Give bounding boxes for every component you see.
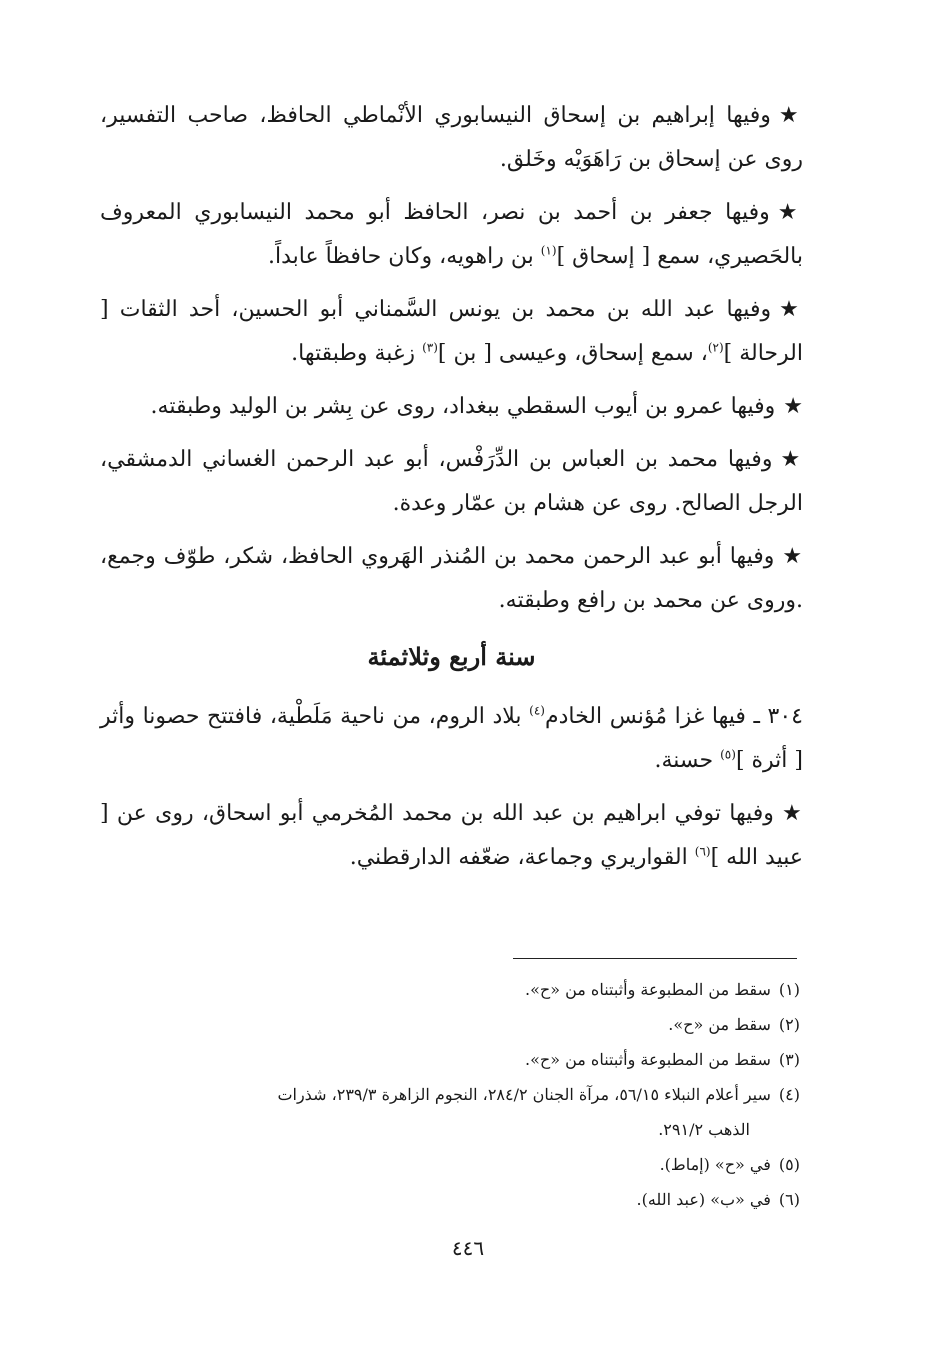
- entry-text: وفيها توفي ابراهيم بن عبد الله بن محمد المُخرمي أبو اسحاق، روى عن [ عبيد الله ]: [100, 801, 803, 870]
- entry-text: ٣٠٤ ـ فيها غزا مُؤنس الخادم: [544, 704, 803, 729]
- star-icon: ★: [779, 297, 803, 322]
- footnote-number: (٤): [778, 1085, 800, 1104]
- footnote-number: (٦): [778, 1190, 800, 1209]
- footnote-number: (٢): [778, 1015, 800, 1034]
- entry-text: وفيها عبد الله بن محمد بن يونس السَّمناني أبو الحسين، أحد الثقات [ الرحالة ]: [100, 297, 803, 366]
- entry-text: بن راهويه، وكان حافظاً عابداً.: [268, 244, 541, 269]
- entry-amr-saqati: [100, 385, 803, 429]
- star-icon: ★: [777, 200, 803, 225]
- entry-text: بلاد الروم، من ناحية مَلَطْية، فافتتح حصونا وأثر [ أثرة ]: [100, 704, 803, 773]
- entry-text: وفيها أبو عبد الرحمن محمد بن المُنذر الهَروي الحافظ، شكر، طوّف وجمع، .وروى عن محمد بن رافع وطبقته.: [100, 544, 803, 613]
- entry-harawi: [100, 535, 803, 623]
- entry-text: وفيها محمد بن العباس بن الدِّرَفْس، أبو عبد الرحمن الغساني الدمشقي، الرجل الصالح. روى عن هشام بن عمّار وعدة.: [100, 447, 803, 516]
- footnote-5: [100, 1147, 800, 1182]
- footnotes: [100, 972, 800, 1217]
- footnote-number: (٣): [778, 1050, 800, 1069]
- footnote-text: سقط من المطبوعة وأثبتناه من «ح».: [525, 980, 771, 999]
- entry-text: وفيها جعفر بن أحمد بن نصر، الحافظ أبو محمد النيسابوري المعروف بالحَصيري، سمع [ إسحاق ]: [100, 200, 803, 269]
- star-icon: ★: [778, 103, 803, 128]
- footnote-divider: [513, 958, 797, 959]
- footnote-6: [100, 1182, 800, 1217]
- footnote-text: سقط من «ح».: [668, 1015, 771, 1034]
- entry-ibrahim-anmati: [100, 94, 803, 182]
- footnote-continuation: الذهب ٢٩١/٢.: [658, 1120, 750, 1139]
- footnote-ref-2: (٢): [707, 340, 724, 355]
- star-icon: ★: [781, 801, 803, 826]
- entry-text: القواريري وجماعة، ضعّفه الدارقطني.: [349, 845, 695, 870]
- entry-text: وفيها عمرو بن أيوب السقطي ببغداد، روى عن بِشر بن الوليد وطبقته.: [150, 394, 776, 419]
- footnote-text: في «ب» (عبد الله).: [636, 1190, 771, 1209]
- entry-muhammad-dirafs: [100, 438, 803, 526]
- footnote-number: (٥): [778, 1155, 800, 1174]
- star-icon: ★: [783, 394, 803, 419]
- entry-jafar-hasiri: [100, 191, 803, 279]
- footnote-text: في «ح» (إماط).: [659, 1155, 771, 1174]
- footnote-4: [100, 1077, 800, 1147]
- footnote-ref-3: (٣): [422, 340, 438, 355]
- footnote-ref-5: (٥): [720, 747, 736, 762]
- footnote-ref-4: (٤): [529, 703, 545, 718]
- entry-text: وفيها إبراهيم بن إسحاق النيسابوري الأنْماطي الحافظ، صاحب التفسير، روى عن إسحاق بن رَاهَوَيْه وخَلق.: [100, 103, 803, 172]
- entry-text: حسنة.: [654, 748, 721, 773]
- entry-ibrahim-mukharrimi: [100, 792, 803, 880]
- entry-abdallah-simnani: [100, 288, 803, 376]
- star-icon: ★: [782, 544, 803, 569]
- footnote-ref-1: (١): [540, 243, 557, 258]
- footnote-text: سقط من المطبوعة وأثبتناه من «ح».: [525, 1050, 771, 1069]
- entry-year-304: [100, 695, 803, 783]
- entry-text: ، سمع إسحاق، وعيسى [ بن ]: [437, 341, 708, 366]
- footnote-number: (١): [778, 980, 800, 999]
- star-icon: ★: [780, 447, 803, 472]
- footnote-ref-6: (٦): [694, 844, 711, 859]
- footnote-1: [100, 972, 800, 1007]
- footnote-text: سير أعلام النبلاء ٥٦/١٥، مرآة الجنان ٢٨٤/٢، النجوم الزاهرة ٢٣٩/٣، شذرات: [277, 1085, 771, 1104]
- footnote-2: [100, 1007, 800, 1042]
- entry-text: زغبة وطبقتها.: [291, 341, 423, 366]
- main-text: [100, 94, 803, 889]
- page-number: ٤٤٦: [451, 1236, 485, 1260]
- footnote-3: [100, 1042, 800, 1077]
- section-title: سنة أربع وثلاثمئة: [367, 642, 536, 671]
